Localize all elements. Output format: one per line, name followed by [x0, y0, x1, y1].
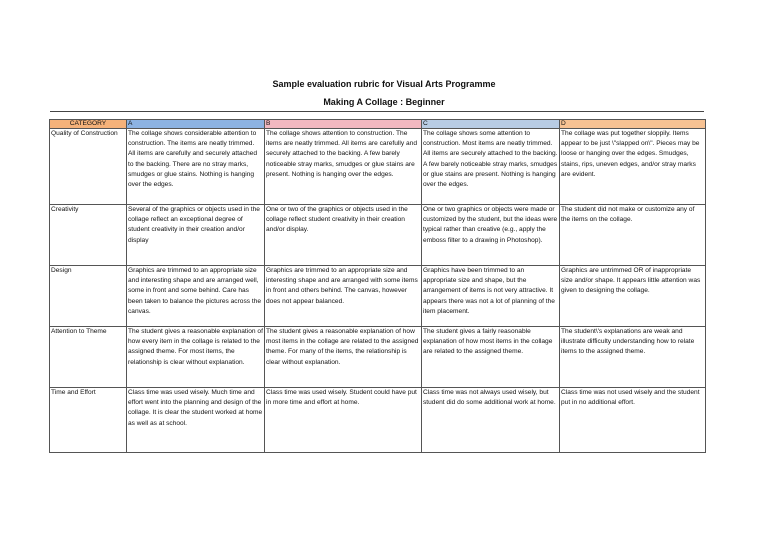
table-row [50, 266, 706, 327]
level-a-cell: Several of the graphics or objects used in the collage reflect an exceptional degree of student creativity in their creation and/or display [127, 205, 265, 266]
level-c-cell: One or two graphics or objects were made or customized by the student, but the ideas were typical rather than creative (e.g., apply the emboss filter to a drawing in Photoshop). [422, 205, 560, 266]
level-d-cell: The student\'s explanations are weak and illustrate difficulty understanding how to relate items to the assigned theme. [560, 327, 706, 388]
category-cell: Attention to Theme [50, 327, 127, 388]
header-category: CATEGORY [50, 120, 127, 129]
level-c-cell: Graphics have been trimmed to an appropriate size and shape, but the arrangement of items is not very attractive. It appears there was not a lot of planning of the item placement. [422, 266, 560, 327]
level-d-cell: The student did not make or customize any of the items on the collage. [560, 205, 706, 266]
header-d: D [560, 120, 706, 129]
level-c-cell: The student gives a fairly reasonable explanation of how most items in the collage are related to the assigned theme. [422, 327, 560, 388]
header-c: C [422, 120, 560, 129]
level-d-cell: The collage was put together sloppily. Items appear to be just \"slapped on\". Pieces may be loose or hanging over the edges. Smudges, stains, rips, uneven edges, and/or stray marks are evident. [560, 129, 706, 205]
category-cell: Time and Effort [50, 388, 127, 453]
header-a: A [127, 120, 265, 129]
level-b-cell: The student gives a reasonable explanation of how most items in the collage are related to the assigned theme. For many of the items, the relationship is clear without explanation. [265, 327, 422, 388]
level-a-cell: Graphics are trimmed to an appropriate size and interesting shape and are arranged well, some in front and some behind. Care has been taken to balance the pictures across the canvas. [127, 266, 265, 327]
category-cell: Quality of Construction [50, 129, 127, 205]
table-row [50, 129, 706, 205]
document-subtitle: Making A Collage : Beginner [323, 97, 445, 107]
header-b: B [265, 120, 422, 129]
level-a-cell: Class time was used wisely. Much time and effort went into the planning and design of the collage. It is clear the student worked at home as well as at school. [127, 388, 265, 453]
level-b-cell: Class time was used wisely. Student could have put in more time and effort at home. [265, 388, 422, 453]
level-c-cell: Class time was not always used wisely, but student did do some additional work at home. [422, 388, 560, 453]
level-d-cell: Graphics are untrimmed OR of inappropriate size and/or shape. It appears little attention was given to designing the collage. [560, 266, 706, 327]
table-row [50, 388, 706, 453]
level-b-cell: Graphics are trimmed to an appropriate size and interesting shape and are arranged with some items in front and others behind. The canvas, however does not appear balanced. [265, 266, 422, 327]
rubric-table [49, 119, 706, 453]
category-cell: Creativity [50, 205, 127, 266]
level-a-cell: The collage shows considerable attention to construction. The items are neatly trimmed. All items are carefully and securely attached to the backing. There are no stray marks, smudges or glue stains. Nothing is hanging over the edges. [127, 129, 265, 205]
document-title: Sample evaluation rubric for Visual Arts Programme [272, 79, 496, 89]
category-cell: Design [50, 266, 127, 327]
level-d-cell: Class time was not used wisely and the student put in no additional effort. [560, 388, 706, 453]
level-b-cell: The collage shows attention to construction. The items are neatly trimmed. All items are carefully and securely attached to the backing. A few barely noticeable stray marks, smudges or glue stains are present. Nothing is hanging over the edges. [265, 129, 422, 205]
level-b-cell: One or two of the graphics or objects used in the collage reflect student creativity in their creation and/or display. [265, 205, 422, 266]
table-row [50, 205, 706, 266]
table-row [50, 327, 706, 388]
header-row [50, 120, 706, 129]
divider [50, 111, 704, 112]
level-c-cell: The collage shows some attention to construction. Most items are neatly trimmed. All items are securely attached to the backing. A few barely noticeable stray marks, smudges or glue stains are present. Nothing is hanging over the edges. [422, 129, 560, 205]
level-a-cell: The student gives a reasonable explanation of how every item in the collage is related to the assigned theme. For most items, the relationship is clear without explanation. [127, 327, 265, 388]
